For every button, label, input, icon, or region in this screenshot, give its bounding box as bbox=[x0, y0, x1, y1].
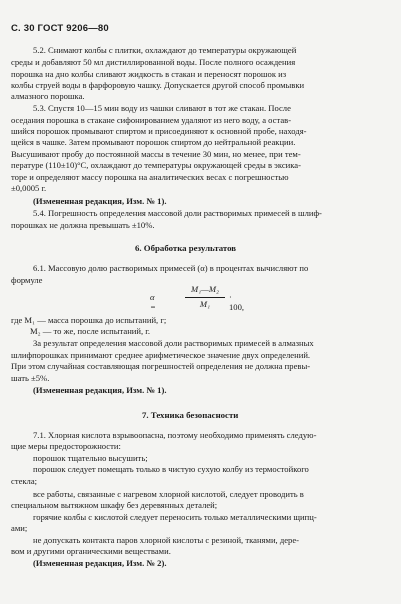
list-item: порошок тщательно высушить; bbox=[33, 453, 148, 463]
text-line: При этом случайная составляющая погрешностей определения не должна превы- bbox=[11, 361, 311, 371]
text-line: 5.4. Погрешность определения массовой доли растворимых примесей в шлиф- bbox=[33, 208, 322, 218]
text-line: оседания порошка в стакане сифонированием удаляют из него воду, а остав- bbox=[11, 115, 292, 125]
section-title: 7. Техника безопасности bbox=[142, 410, 239, 420]
text-line: порошка на дно колбы сливают жидкость в стакан и переносят порошок из bbox=[11, 69, 287, 79]
formula-numerator: M₁—M₂ bbox=[191, 284, 219, 294]
amendment-note: (Измененная редакция, Изм. № 2). bbox=[33, 558, 167, 568]
text-line: где M₁ — масса порошка до испытаний, г; bbox=[11, 315, 167, 325]
fraction-bar bbox=[185, 297, 225, 298]
amendment-note: (Измененная редакция, Изм. № 1). bbox=[33, 196, 167, 206]
text-line: формуле bbox=[11, 275, 43, 285]
text-line: торе и определяют массу порошка на аналитических весах с погрешностью bbox=[11, 172, 289, 182]
list-item: не допускать контакта паров хлорной кислоты с резиной, тканями, дере- bbox=[33, 535, 299, 545]
text-line: среды и добавляют 50 мл дистиллированной воды. После полного осаждения bbox=[11, 57, 296, 67]
list-item: все работы, связанные с нагревом хлорной кислотой, следует проводить в bbox=[33, 489, 304, 499]
section-title: 6. Обработка результатов bbox=[135, 243, 237, 253]
text-line: За результат определения массовой доли растворимых примесей в алмазных bbox=[33, 338, 314, 348]
formula-rhs: · 100, bbox=[229, 292, 245, 312]
text-line: 5.3. Спустя 10—15 мин воду из чашки сливают в тот же стакан. После bbox=[33, 103, 291, 113]
text-line: пературе (110±10)°С, охлаждают до температуры окружающей среды в эксика- bbox=[11, 160, 301, 170]
list-item: порошок следует помещать только в чистую сухую колбу из термостойкого bbox=[33, 464, 309, 474]
text-line: шлифпорошках принимают среднее арифметическое значение двух определений. bbox=[11, 350, 311, 360]
text-line: щейся в чашке. Затем промывают порошок спиртом до нейтральной реакции. bbox=[11, 137, 296, 147]
text-line: 6.1. Массовую долю растворимых примесей (α) в процентах вычисляют по bbox=[33, 263, 309, 273]
text-line: 7.1. Хлорная кислота взрывоопасна, поэтому необходимо применять следую- bbox=[33, 430, 317, 440]
formula-denominator: M₁ bbox=[199, 299, 211, 309]
text-line: шийся порошок промывают спиртом и присоединяют к основной пробе, находя- bbox=[11, 126, 307, 136]
text-line: Высушивают пробу до постоянной массы в течение 30 мин, но менее, при тем- bbox=[11, 149, 301, 159]
text-line: M₂ — то же, после испытаний, г. bbox=[30, 326, 150, 336]
text-line: ами; bbox=[11, 523, 28, 533]
text-line: щие меры предосторожности: bbox=[11, 441, 121, 451]
text-line: стекла; bbox=[11, 476, 38, 486]
formula-lhs: α = bbox=[150, 292, 156, 312]
text-line: 5.2. Снимают колбы с плитки, охлаждают до температуры окружающей bbox=[33, 45, 297, 55]
text-line: специальном вытяжном шкафу без деревянных деталей; bbox=[11, 500, 218, 510]
text-line: шать ±5%. bbox=[11, 373, 50, 383]
text-line: вом и другими органическими веществами. bbox=[11, 546, 171, 556]
text-line: ±0,0005 г. bbox=[11, 183, 47, 193]
page-header: С. 30 ГОСТ 9206—80 bbox=[11, 23, 109, 34]
text-line: алмазного порошка. bbox=[11, 91, 85, 101]
text-line: колбы струей воды в фарфоровую чашку. Допускается другой способ промывки bbox=[11, 80, 305, 90]
list-item: горячие колбы с кислотой следует переносить только металлическими щипц- bbox=[33, 512, 317, 522]
text-line: порошках не должна превышать ±10%. bbox=[11, 220, 155, 230]
amendment-note: (Измененная редакция, Изм. № 1). bbox=[33, 385, 167, 395]
